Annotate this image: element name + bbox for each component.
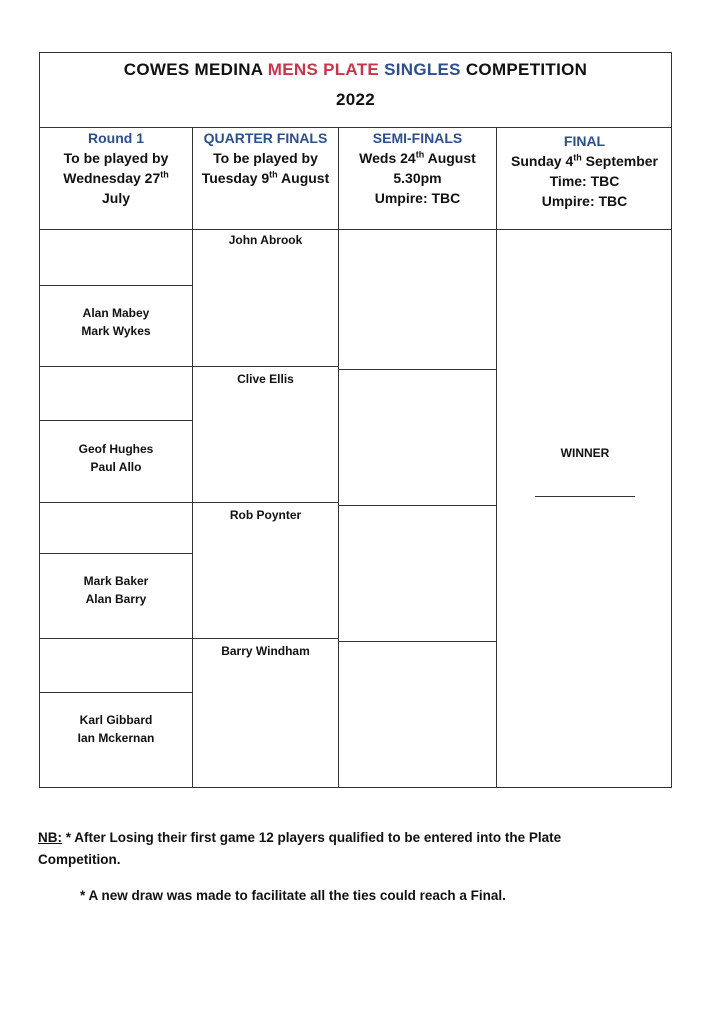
semi-heading: SEMI-FINALS	[372, 130, 463, 146]
final-heading: FINAL	[563, 133, 606, 149]
quarter-player: Clive Ellis	[237, 372, 294, 386]
header-divider	[39, 229, 672, 230]
quarter-player: Rob Poynter	[229, 508, 302, 522]
r1-line	[39, 553, 192, 554]
nb-label: NB:	[38, 830, 62, 845]
r1-line	[39, 285, 192, 286]
title-club: COWES MEDINA	[123, 60, 268, 79]
note-2: * A new draw was made to facilitate all the ties could reach a Final.	[80, 888, 506, 903]
r1-line	[39, 420, 192, 421]
r1-line	[39, 502, 339, 503]
r1-line	[39, 366, 339, 367]
quarter-player: Barry Windham	[221, 644, 310, 658]
quarter-line1: To be played by	[213, 150, 318, 166]
round1-line2: Wednesday 27th	[63, 169, 169, 186]
player-name: Paul Allo	[90, 460, 142, 474]
player-name: Geof Hughes	[78, 442, 154, 456]
header-final	[497, 131, 672, 211]
note-1-line-2: Competition.	[38, 852, 121, 867]
semi-line	[338, 641, 497, 642]
final-line3: Umpire: TBC	[541, 193, 628, 209]
title-mens-plate: MENS PLATE	[267, 60, 380, 79]
title-singles: SINGLES	[379, 60, 461, 79]
player-name: Alan Barry	[85, 592, 147, 606]
semi-line	[338, 505, 497, 506]
round1-match	[40, 711, 192, 747]
round1-line3: July	[101, 190, 130, 206]
semi-line1: Weds 24th August	[359, 149, 476, 166]
r1-line	[39, 638, 339, 639]
header-quarter-finals	[193, 128, 338, 188]
col-divider-2	[338, 127, 339, 787]
note-1	[38, 827, 678, 871]
quarter-line2: Tuesday 9th August	[201, 169, 330, 186]
player-name: Mark Baker	[83, 574, 149, 588]
header-round1	[40, 128, 192, 208]
final-line2: Time: TBC	[549, 173, 620, 189]
round1-line1: To be played by	[63, 150, 169, 166]
r1-line	[39, 692, 192, 693]
player-name: Mark Wykes	[81, 324, 151, 338]
quarter-player: John Abrook	[228, 233, 303, 247]
round1-match	[40, 304, 192, 340]
col-divider-1	[192, 127, 193, 787]
player-name: Karl Gibbard	[79, 713, 153, 727]
winner-line	[535, 496, 635, 497]
round1-heading: Round 1	[88, 130, 144, 146]
round1-match	[40, 572, 192, 608]
player-name: Ian Mckernan	[77, 731, 155, 745]
semi-line2: 5.30pm	[393, 170, 442, 186]
title-year: 2022	[335, 90, 376, 109]
semi-line	[338, 369, 497, 370]
final-line1: Sunday 4th September	[511, 152, 658, 169]
header-semi-finals	[339, 128, 496, 208]
title-competition: COMPETITION	[460, 60, 588, 79]
note-1-line-1: * After Losing their first game 12 players qualified to be entered into the Plate	[62, 830, 562, 845]
quarter-heading: QUARTER FINALS	[203, 130, 328, 146]
semi-line3: Umpire: TBC	[374, 190, 461, 206]
player-name: Alan Mabey	[82, 306, 150, 320]
round1-match	[40, 440, 192, 476]
page-title	[39, 52, 672, 128]
winner-label: WINNER	[560, 446, 610, 460]
